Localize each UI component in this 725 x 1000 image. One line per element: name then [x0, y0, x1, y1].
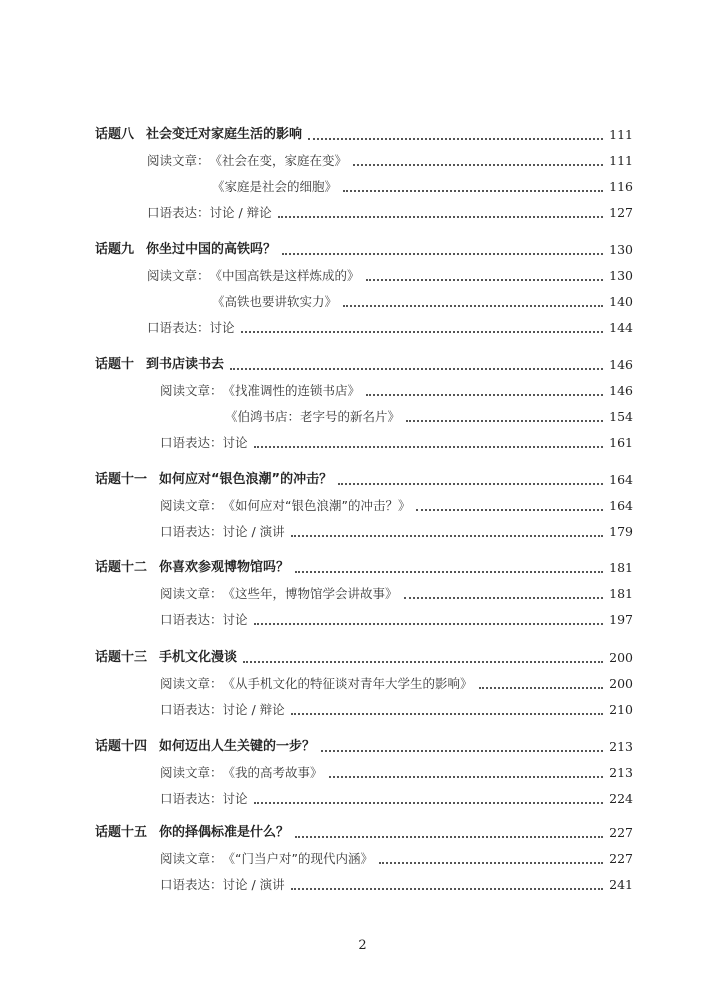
page-ref: 140: [609, 294, 633, 309]
entry-label: 口语表达：: [147, 320, 210, 335]
page-ref: 224: [609, 791, 633, 806]
page-ref: 181: [609, 560, 633, 575]
entry-label: 口语表达：: [147, 205, 210, 220]
entry-text: 讨论 / 辩论: [209, 205, 272, 220]
dot-leader: [404, 596, 604, 599]
toc-entry: [160, 584, 633, 604]
page-ref: 146: [609, 383, 633, 398]
entry-text: 讨论: [222, 791, 248, 806]
topic-title: 你的择偶标准是什么？: [159, 825, 290, 840]
dot-leader: [291, 712, 603, 715]
entry-label: 口语表达：: [160, 702, 223, 717]
topic-title-row: [95, 355, 633, 375]
toc-entry: [160, 674, 633, 694]
dot-leader: [291, 534, 603, 537]
page-ref: 213: [609, 739, 633, 754]
toc-entry: [160, 496, 633, 516]
entry-text: 《伯鸿书店：老字号的新名片》: [225, 409, 401, 424]
entry-text: 讨论: [209, 320, 235, 335]
toc-entry: [160, 849, 633, 869]
entry-text: 《社会在变，家庭在变》: [209, 153, 348, 168]
page-ref: 116: [609, 179, 633, 194]
dot-leader: [308, 137, 603, 140]
toc-entry: [160, 875, 633, 895]
dot-leader: [278, 215, 603, 218]
dot-leader: [379, 861, 603, 864]
topic-title: 如何迈出人生关键的一步？: [159, 739, 316, 754]
toc-entry: [160, 763, 633, 783]
topic-title-row: [95, 125, 633, 145]
toc-entry: [160, 381, 633, 401]
toc-entry: [160, 522, 633, 542]
page-ref: 181: [609, 586, 633, 601]
entry-text: 《“门当户对”的现代内涵》: [222, 851, 373, 866]
dot-leader: [243, 660, 603, 663]
page-ref: 210: [609, 702, 633, 717]
entry-text: 《家庭是社会的细胞》: [212, 179, 338, 194]
topic-title: 到书店读书去: [146, 357, 225, 372]
topic-number: 话题八: [95, 127, 135, 142]
page-ref: 111: [609, 127, 633, 142]
topic-title: 如何应对“银色浪潮”的冲击？: [159, 472, 333, 487]
dot-leader: [479, 686, 604, 689]
dot-leader: [230, 367, 603, 370]
topic-title: 你喜欢参观博物馆吗？: [159, 560, 290, 575]
entry-text: 《我的高考故事》: [222, 765, 323, 780]
topic-title-row: [95, 240, 633, 260]
entry-text: 《从手机文化的特征谈对青年大学生的影响》: [222, 676, 473, 691]
page-ref: 164: [609, 498, 633, 513]
entry-text: 讨论 / 演讲: [222, 524, 285, 539]
topic-title: 社会变迁对家庭生活的影响: [146, 127, 303, 142]
toc-entry: [160, 789, 633, 809]
toc-entry: [147, 318, 633, 338]
page-ref: 164: [609, 472, 633, 487]
toc-entry: [147, 151, 633, 171]
topic-title: 手机文化漫谈: [159, 650, 238, 665]
page-ref: 227: [609, 851, 633, 866]
toc-entry: [160, 610, 633, 630]
entry-text: 讨论 / 辩论: [222, 702, 285, 717]
topic-title-row: [95, 558, 633, 578]
entry-label: 口语表达：: [160, 791, 223, 806]
page-ref: 144: [609, 320, 633, 335]
entry-text: 讨论: [222, 612, 248, 627]
toc-subentry: [212, 292, 633, 312]
page-ref: 213: [609, 765, 633, 780]
page-number: 2: [358, 938, 367, 953]
topic-title-row: [95, 648, 633, 668]
page-ref: 161: [609, 435, 633, 450]
entry-label: 阅读文章：: [160, 586, 223, 601]
topic-number: 话题十: [95, 357, 135, 372]
page-ref: 111: [609, 153, 633, 168]
page-ref: 179: [609, 524, 633, 539]
dot-leader: [366, 278, 604, 281]
page-ref: 130: [609, 268, 633, 283]
dot-leader: [254, 801, 604, 804]
dot-leader: [343, 304, 603, 307]
page-ref: 154: [609, 409, 633, 424]
page-ref: 200: [609, 676, 633, 691]
entry-label: 阅读文章：: [160, 676, 223, 691]
entry-text: 讨论 / 演讲: [222, 877, 285, 892]
toc-entry: [160, 433, 633, 453]
topic-title-row: [95, 737, 633, 757]
topic-title-row: [95, 823, 633, 843]
topic-title: 你坐过中国的高铁吗？: [146, 242, 277, 257]
toc-entry: [147, 266, 633, 286]
entry-text: 《如何应对“银色浪潮”的冲击？》: [222, 498, 411, 513]
dot-leader: [366, 393, 603, 396]
topic-number: 话题十五: [95, 825, 148, 840]
entry-text: 《这些年，博物馆学会讲故事》: [222, 586, 398, 601]
page-ref: 146: [609, 357, 633, 372]
dot-leader: [282, 252, 603, 255]
dot-leader: [321, 749, 603, 752]
dot-leader: [343, 189, 603, 192]
entry-label: 口语表达：: [160, 612, 223, 627]
entry-label: 阅读文章：: [147, 268, 210, 283]
entry-label: 阅读文章：: [147, 153, 210, 168]
page-ref: 130: [609, 242, 633, 257]
dot-leader: [291, 887, 603, 890]
dot-leader: [416, 508, 603, 511]
dot-leader: [329, 775, 604, 778]
page-ref: 197: [609, 612, 633, 627]
topic-number: 话题十二: [95, 560, 148, 575]
entry-text: 讨论: [222, 435, 248, 450]
topic-title-row: [95, 470, 633, 490]
page-ref: 127: [609, 205, 633, 220]
page-ref: 227: [609, 825, 633, 840]
entry-label: 阅读文章：: [160, 765, 223, 780]
dot-leader: [406, 419, 603, 422]
dot-leader: [254, 622, 604, 625]
dot-leader: [254, 445, 604, 448]
dot-leader: [241, 330, 604, 333]
dot-leader: [295, 570, 603, 573]
toc-subentry: [212, 177, 633, 197]
topic-number: 话题十一: [95, 472, 148, 487]
dot-leader: [338, 482, 603, 485]
entry-text: 《中国高铁是这样炼成的》: [209, 268, 360, 283]
entry-label: 口语表达：: [160, 435, 223, 450]
entry-text: 《高铁也要讲软实力》: [212, 294, 338, 309]
dot-leader: [353, 163, 603, 166]
toc-subentry: [225, 407, 633, 427]
toc-entry: [160, 700, 633, 720]
topic-number: 话题十四: [95, 739, 148, 754]
toc-entry: [147, 203, 633, 223]
topic-number: 话题九: [95, 242, 135, 257]
entry-label: 阅读文章：: [160, 851, 223, 866]
page-ref: 241: [609, 877, 633, 892]
entry-label: 口语表达：: [160, 877, 223, 892]
topic-number: 话题十三: [95, 650, 148, 665]
entry-label: 阅读文章：: [160, 383, 223, 398]
entry-text: 《找准调性的连锁书店》: [222, 383, 361, 398]
dot-leader: [295, 835, 603, 838]
entry-label: 阅读文章：: [160, 498, 223, 513]
page-ref: 200: [609, 650, 633, 665]
entry-label: 口语表达：: [160, 524, 223, 539]
